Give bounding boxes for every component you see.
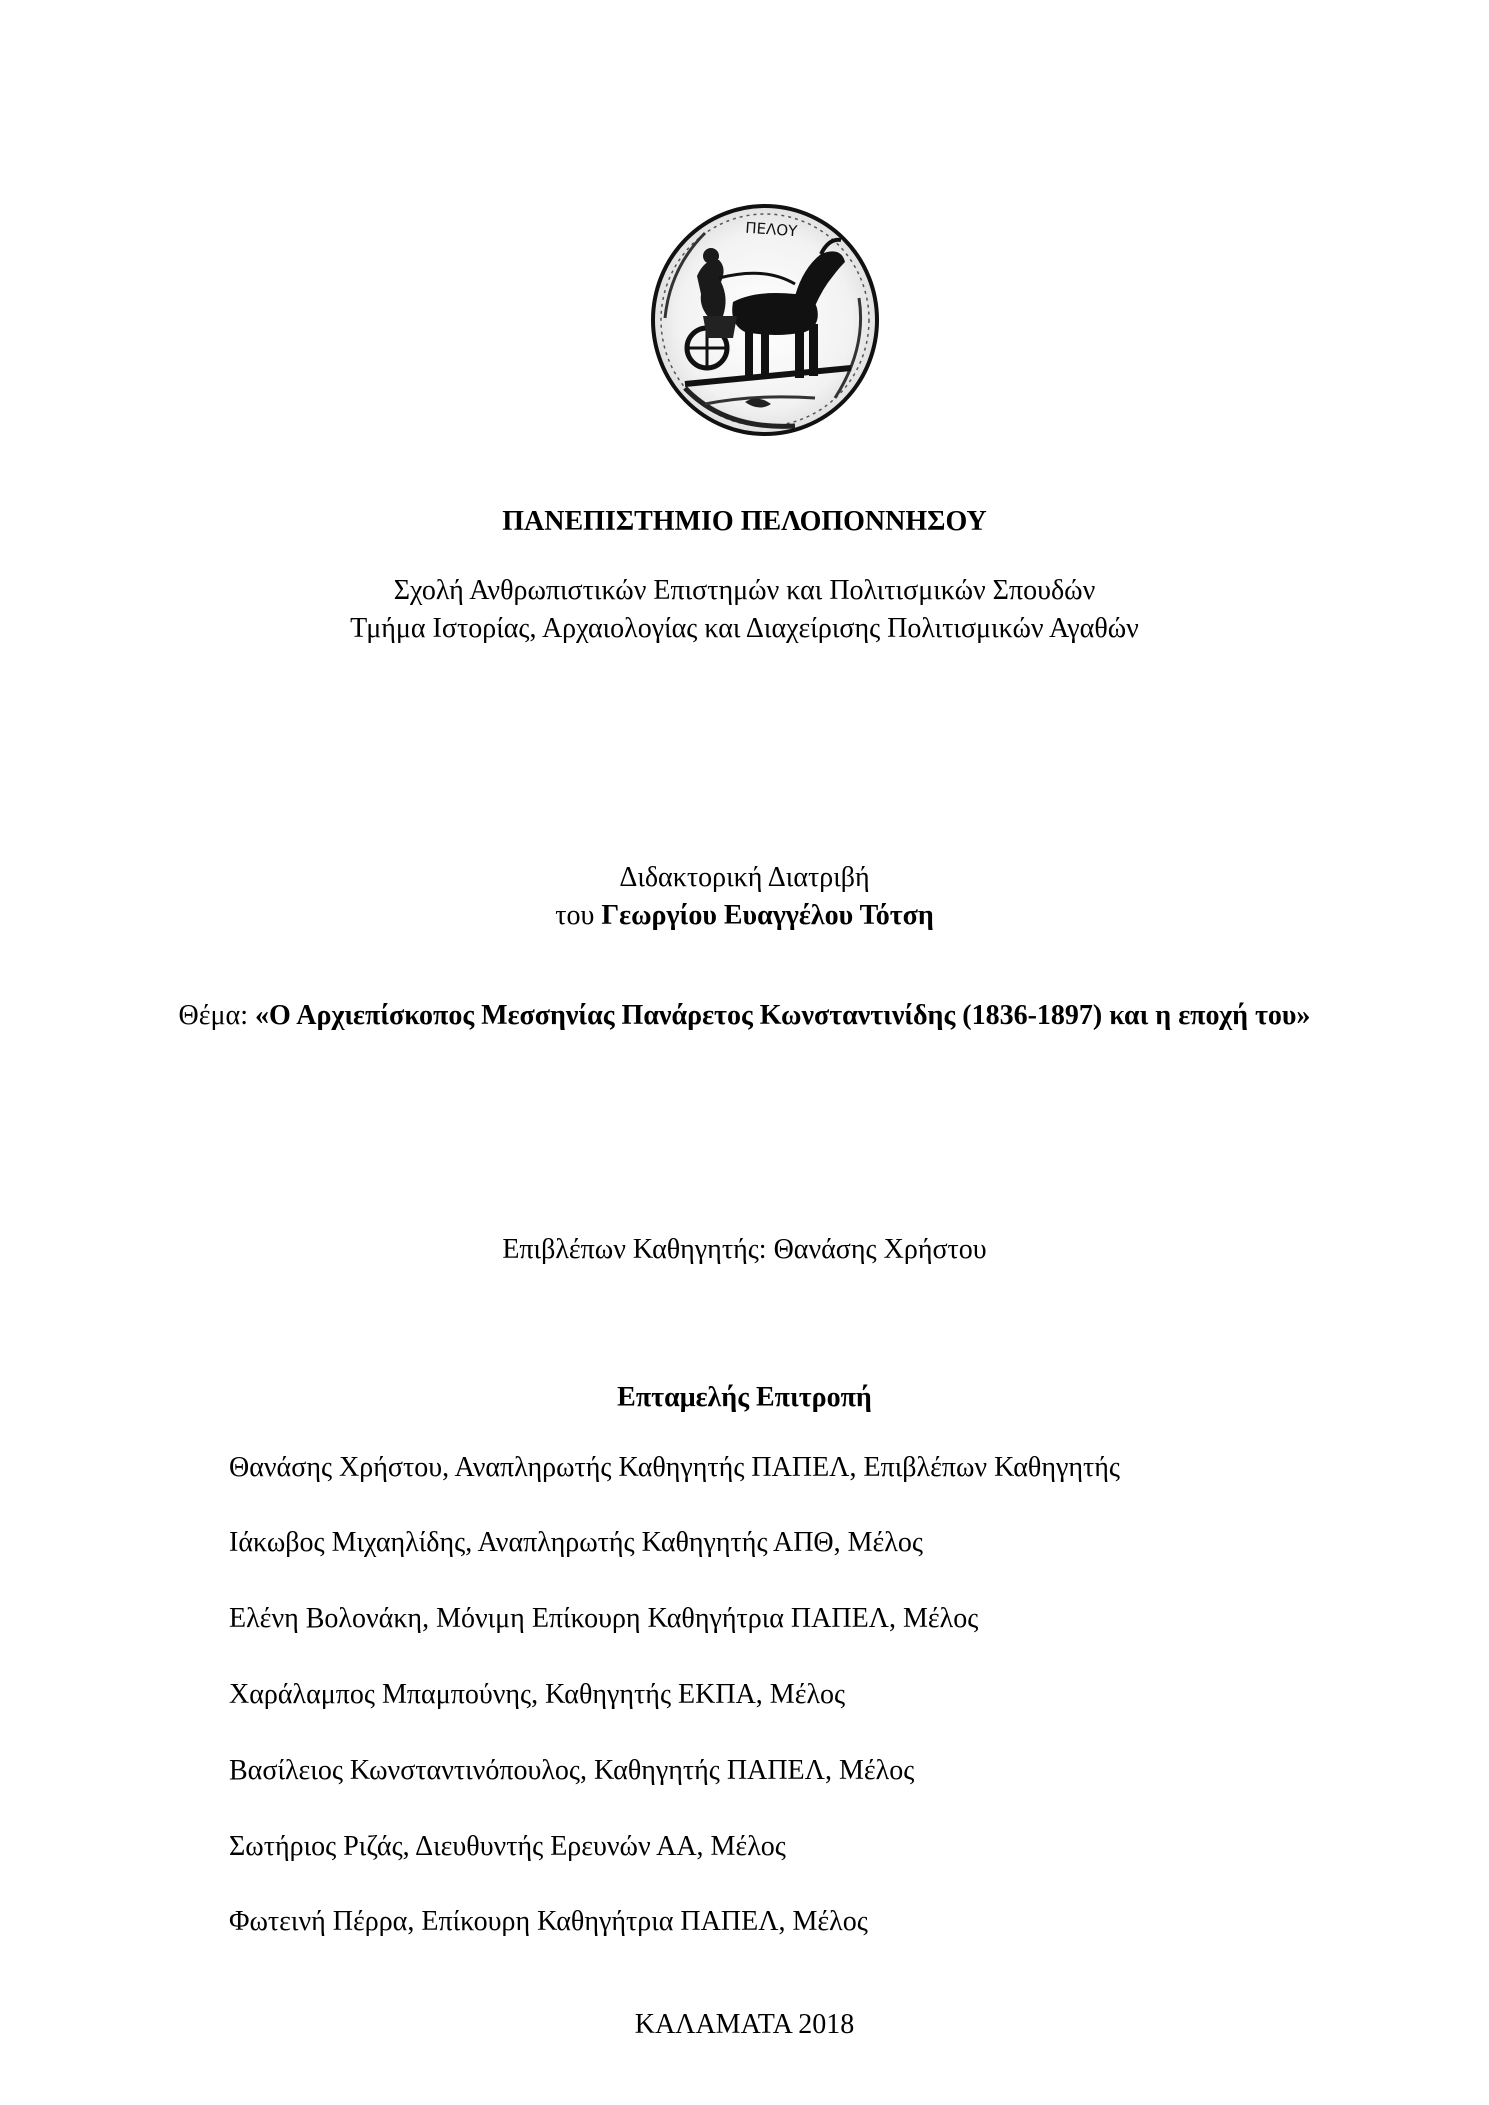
thesis-author-line xyxy=(0,899,1489,933)
committee-member: Θανάσης Χρήστου, Αναπληρωτής Καθηγητής ΠΑΠΕΛ, Επιβλέπων Καθηγητής xyxy=(229,1452,1120,1483)
committee-member: Σωτήριος Ριζάς, Διευθυντής Ερευνών ΑΑ, Μέλος xyxy=(229,1831,786,1862)
committee-member: Ιάκωβος Μιχαηλίδης, Αναπληρωτής Καθηγητής ΑΠΘ, Μέλος xyxy=(229,1527,923,1558)
svg-text:ΠΕΛΟΥ: ΠΕΛΟΥ xyxy=(744,218,798,241)
subject-title: «Ο Αρχιεπίσκοπος Μεσσηνίας Πανάρετος Κωνσταντινίδης (1836-1897) και η εποχή του» xyxy=(255,1000,1311,1031)
author-prefix: του xyxy=(555,900,595,931)
school-name: Σχολή Ανθρωπιστικών Επιστημών και Πολιτισμικών Σπουδών xyxy=(393,575,1096,606)
committee-member: Ελένη Βολονάκη, Μόνιμη Επίκουρη Καθηγήτρια ΠΑΠΕΛ, Μέλος xyxy=(229,1603,979,1634)
thesis-type: Διδακτορική Διατριβή xyxy=(619,862,870,893)
committee-member: Φωτεινή Πέρρα, Επίκουρη Καθηγήτρια ΠΑΠΕΛ, Μέλος xyxy=(229,1906,868,1937)
university-name: ΠΑΝΕΠΙΣΤΗΜΙΟ ΠΕΛΟΠΟΝΝΗΣΟΥ xyxy=(502,506,987,537)
author-name: Γεωργίου Ευαγγέλου Τότση xyxy=(601,900,934,931)
committee-heading: Επταμελής Επιτροπή xyxy=(617,1382,872,1413)
supervisor: Επιβλέπων Καθηγητής: Θανάσης Χρήστου xyxy=(502,1234,987,1265)
university-seal-icon xyxy=(645,198,885,438)
committee-member: Βασίλειος Κωνσταντινόπουλος, Καθηγητής ΠΑΠΕΛ, Μέλος xyxy=(229,1755,915,1786)
committee-member: Χαράλαμπος Μπαμπούνης, Καθηγητής ΕΚΠΑ, Μέλος xyxy=(229,1679,846,1710)
subject-label: Θέμα: xyxy=(178,1000,248,1031)
department-name: Τμήμα Ιστορίας, Αρχαιολογίας και Διαχείρισης Πολιτισμικών Αγαθών xyxy=(350,613,1139,644)
thesis-subject xyxy=(100,996,1389,1036)
place-year: ΚΑΛΑΜΑΤΑ 2018 xyxy=(634,2009,855,2040)
